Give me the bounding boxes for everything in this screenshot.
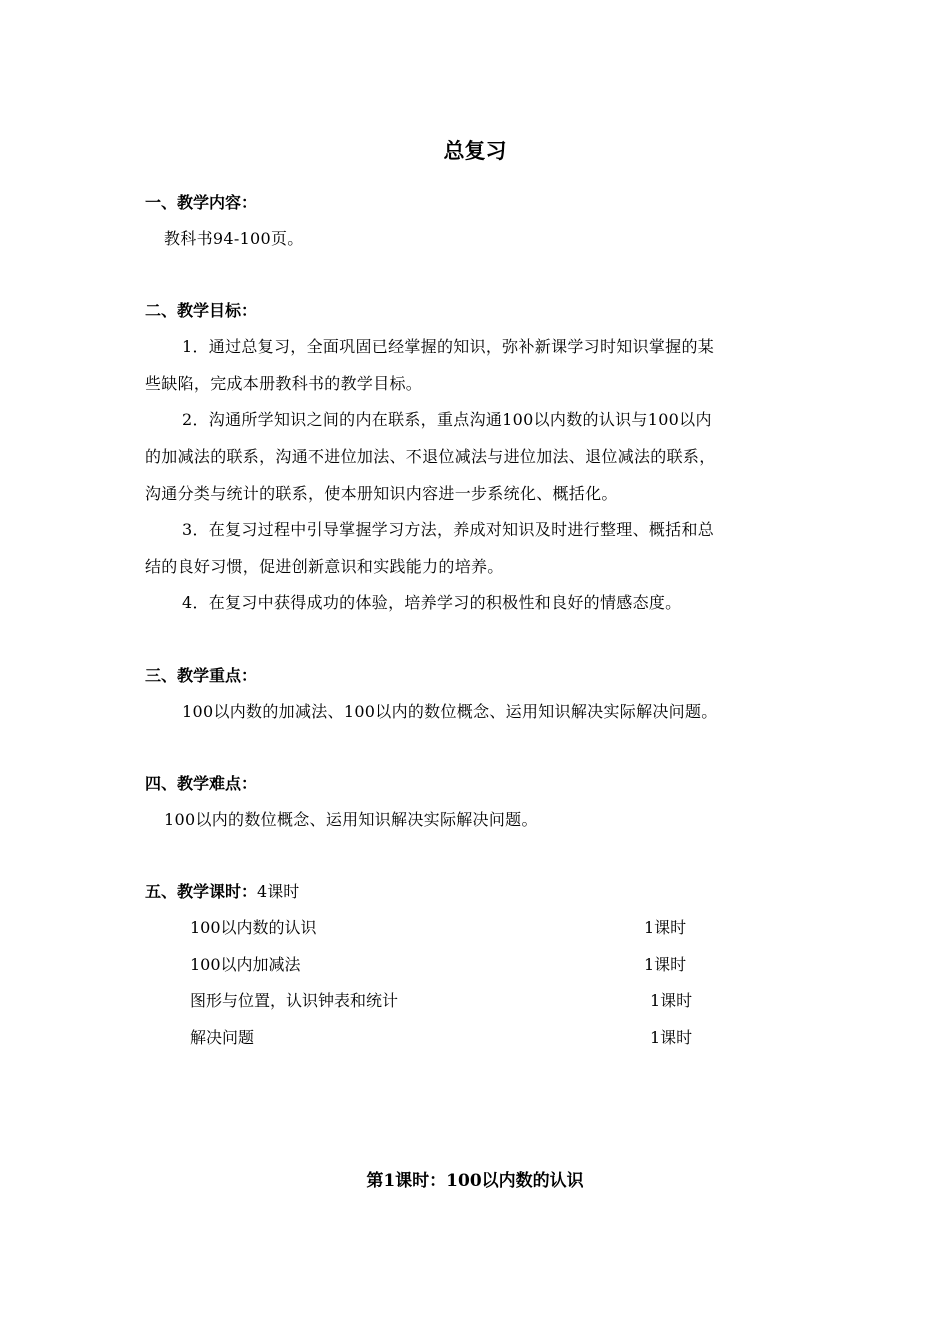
- section-heading-periods: [145, 879, 299, 905]
- section-heading-difficulties: 四、教学难点：: [145, 774, 258, 793]
- section-heading-key-points: 三、教学重点：: [145, 666, 258, 685]
- objective-line: 1．通过总复习，全面巩固已经掌握的知识，弥补新课学习时知识掌握的某: [182, 337, 715, 356]
- schedule-topic: 100以内加减法: [190, 955, 301, 974]
- schedule-topic: 图形与位置，认识钟表和统计: [190, 991, 399, 1010]
- document-title: 总复习: [443, 139, 507, 163]
- objective-line: 结的良好习惯，促进创新意识和实践能力的培养。: [145, 557, 504, 576]
- section-content-line: 教科书94-100页。: [164, 229, 304, 248]
- objective-line: 些缺陷，完成本册教科书的教学目标。: [145, 374, 423, 393]
- schedule-hours: 1课时: [650, 991, 693, 1010]
- periods-heading-label: 五、教学课时：: [145, 882, 258, 901]
- objective-line: 沟通分类与统计的联系，使本册知识内容进一步系统化、概括化。: [145, 484, 618, 503]
- schedule-topic: 解决问题: [190, 1028, 255, 1047]
- section-heading-objectives: 二、教学目标：: [145, 301, 258, 320]
- lesson-title: 第1课时：100以内数的认识: [366, 1171, 584, 1191]
- schedule-hours: 1课时: [644, 918, 687, 937]
- key-points-line: 100以内数的加减法、100以内的数位概念、运用知识解决实际解决问题。: [182, 702, 718, 721]
- schedule-topic: 100以内数的认识: [190, 918, 317, 937]
- objective-line: 的加减法的联系，沟通不进位加法、不退位减法与进位加法、退位减法的联系，: [145, 447, 716, 466]
- schedule-hours: 1课时: [644, 955, 687, 974]
- periods-heading-value: 4课时: [257, 882, 300, 901]
- objective-line: 3．在复习过程中引导掌握学习方法，养成对知识及时进行整理、概括和总: [182, 520, 715, 539]
- schedule-hours: 1课时: [650, 1028, 693, 1047]
- objective-line: 2．沟通所学知识之间的内在联系，重点沟通100以内数的认识与100以内: [182, 410, 712, 429]
- difficulties-line: 100以内的数位概念、运用知识解决实际解决问题。: [164, 810, 538, 829]
- section-heading-content: 一、教学内容：: [145, 193, 258, 212]
- objective-line: 4．在复习中获得成功的体验，培养学习的积极性和良好的情感态度。: [182, 593, 682, 612]
